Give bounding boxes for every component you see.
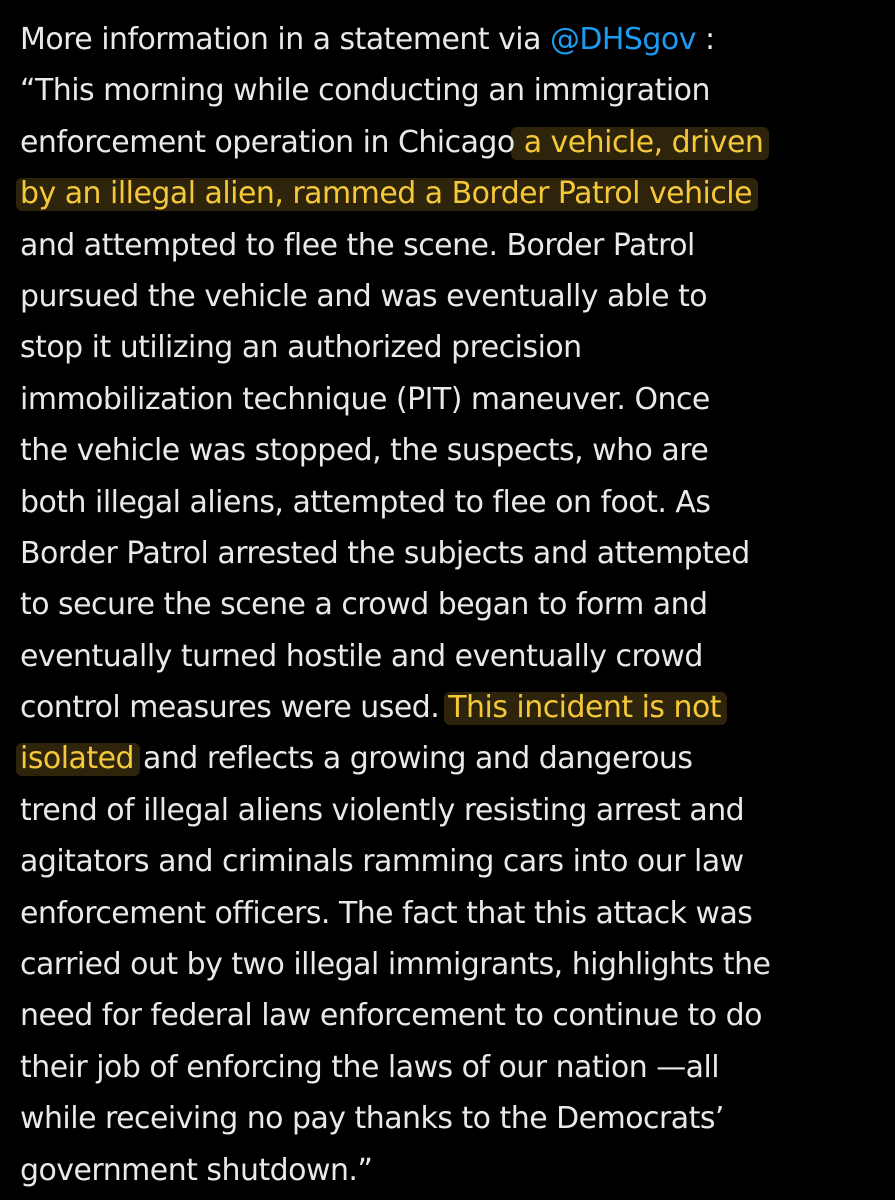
post-text-line (20, 65, 880, 116)
post-text-line (20, 322, 880, 373)
post-text-line (20, 1093, 880, 1144)
post-text: government shutdown.” (20, 1152, 373, 1188)
post-text: the vehicle was stopped, the suspects, who are (20, 433, 709, 469)
post-text-line (20, 785, 880, 836)
post-text-line (20, 14, 880, 65)
post-text: and attempted to flee the scene. Border Patrol (20, 227, 695, 263)
post-text-line (20, 836, 880, 887)
post-text: immobilization technique (PIT) maneuver. Once (20, 381, 710, 417)
post-text-line (20, 631, 880, 682)
post-text-line (20, 220, 880, 271)
post-text: stop it utilizing an authorized precision (20, 330, 582, 366)
post-text: both illegal aliens, attempted to flee on foot. As (20, 484, 711, 520)
post-text-line (20, 528, 880, 579)
post-text-line (20, 1145, 880, 1196)
post-text: : (695, 22, 715, 57)
post-text-line (20, 579, 880, 630)
post-text-line (20, 888, 880, 939)
post-text-line (20, 477, 880, 528)
post-text: their job of enforcing the laws of our nation —all (20, 1049, 720, 1085)
post-text: trend of illegal aliens violently resisting arrest and (20, 792, 745, 828)
post-text: pursued the vehicle and was eventually able to (20, 278, 708, 314)
post-text: Border Patrol arrested the subjects and attempted (20, 535, 750, 571)
highlighted-text: isolated (20, 741, 134, 777)
post-text: “This morning while conducting an immigration (20, 73, 710, 109)
post-text-line (20, 733, 880, 784)
post-text: More information in a statement via (20, 22, 550, 57)
post-text-line (20, 425, 880, 476)
post-text-line (20, 117, 880, 168)
post-text-line (20, 271, 880, 322)
post-text: while receiving no pay thanks to the Democrats’ (20, 1101, 724, 1137)
post-text-line (20, 939, 880, 990)
post-text: control measures were used. (20, 690, 449, 726)
post-text: enforcement operation in Chicago (20, 124, 515, 160)
post-text: eventually turned hostile and eventually crowd (20, 638, 703, 674)
mention-link[interactable]: @DHSgov (549, 22, 696, 57)
post-text: and reflects a growing and dangerous (134, 741, 693, 777)
highlighted-text: by an illegal alien, rammed a Border Patrol vehicle (20, 176, 753, 212)
post-body (20, 14, 880, 1196)
post-text-line (20, 374, 880, 425)
highlighted-text: a vehicle, driven (514, 124, 764, 160)
post-text-line (20, 682, 880, 733)
post-text: agitators and criminals ramming cars into our law (20, 844, 744, 880)
post-text-line (20, 1042, 880, 1093)
post-text: need for federal law enforcement to continue to do (20, 998, 762, 1034)
post-text: enforcement officers. The fact that this attack was (20, 895, 753, 931)
post-text: to secure the scene a crowd began to form and (20, 587, 708, 623)
post-text: carried out by two illegal immigrants, highlights the (20, 947, 771, 983)
highlighted-text: This incident is not (448, 690, 721, 726)
post-text-line (20, 168, 880, 219)
post-text-line (20, 990, 880, 1041)
